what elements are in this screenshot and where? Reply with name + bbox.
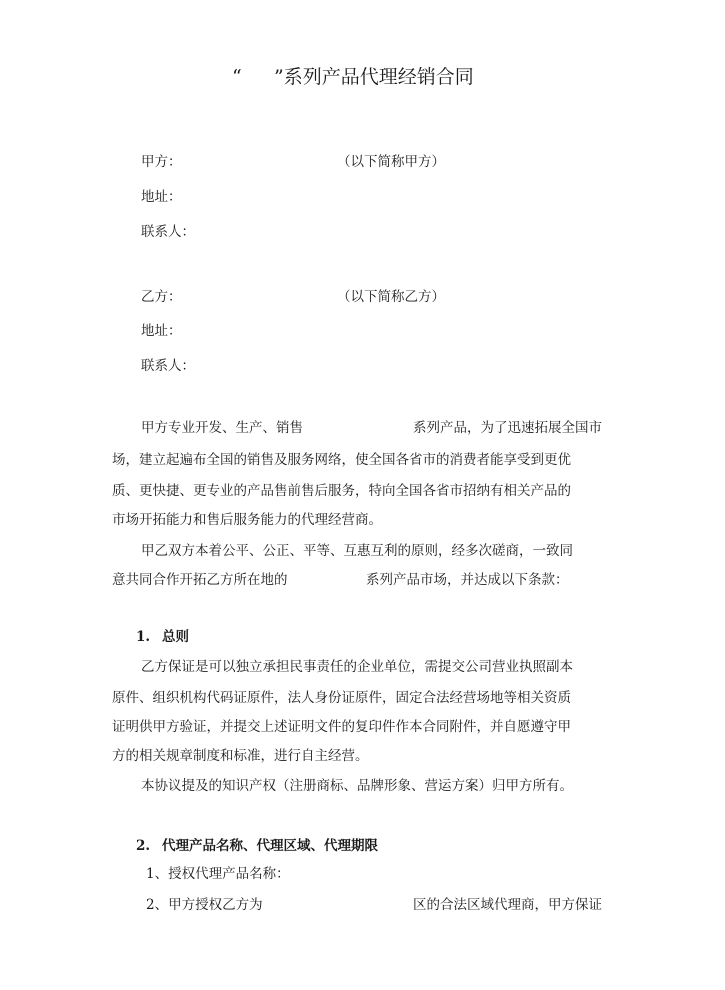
section1-heading: 总则 — [162, 629, 189, 645]
intro-p1-line3: 质、更快捷、更专业的产品售前售后服务，特向全国各省市招纳有相关产品的 — [112, 483, 571, 499]
section2-heading: 代理产品名称、代理区域、代理期限 — [162, 838, 378, 854]
section2-item1: 1、授权代理产品名称： — [146, 866, 290, 882]
party-b-contact-label: 联系人： — [141, 358, 195, 374]
intro-p2-line2-a: 意共同合作开拓乙方所在地的 — [112, 572, 288, 588]
party-b-label: 乙方： — [141, 289, 182, 305]
intro-p1-line4: 市场开拓能力和售后服务能力的代理经营商。 — [112, 512, 382, 528]
party-b-address-label: 地址： — [141, 323, 182, 339]
section2-item2-a: 2、甲方授权乙方为 — [146, 897, 263, 913]
party-a-address-label: 地址： — [141, 189, 182, 205]
intro-p2-line2-b: 系列产品市场，并达成以下条款： — [366, 572, 569, 588]
section1-line4: 方的相关规章制度和标准，进行自主经营。 — [112, 748, 369, 764]
section1-line5: 本协议提及的知识产权（注册商标、品牌形象、营运方案）归甲方所有。 — [141, 778, 573, 794]
section1-line1: 乙方保证是可以独立承担民事责任的企业单位，需提交公司营业执照副本 — [141, 659, 573, 675]
intro-p1-line1-b: 系列产品，为了迅速拓展全国市 — [413, 420, 602, 436]
page-title: ”系列产品代理经销合同 — [274, 66, 474, 88]
section1-number: 1. — [136, 629, 151, 645]
party-a-label: 甲方： — [141, 154, 182, 170]
intro-p1-line2: 场，建立起遍布全国的销售及服务网络，使全国各省市的消费者能享受到更优 — [112, 452, 571, 468]
section1-line2: 原件、组织机构代码证原件，法人身份证原件，固定合法经营场地等相关资质 — [112, 690, 571, 706]
party-a-note: （以下简称甲方） — [337, 154, 445, 170]
title-open-quote: “ — [232, 66, 242, 88]
intro-p2-line1: 甲乙双方本着公平、公正、平等、互惠互利的原则，经多次磋商，一致同 — [141, 543, 573, 559]
party-a-contact-label: 联系人： — [141, 224, 195, 240]
party-b-note: （以下简称乙方） — [337, 289, 445, 305]
section2-number: 2. — [136, 838, 151, 854]
section1-line3: 证明供甲方验证，并提交上述证明文件的复印件作本合同附件，并自愿遵守甲 — [112, 719, 571, 735]
intro-p1-line1-a: 甲方专业开发、生产、销售 — [141, 420, 303, 436]
section2-item2-b: 区的合法区域代理商，甲方保证 — [413, 897, 602, 913]
